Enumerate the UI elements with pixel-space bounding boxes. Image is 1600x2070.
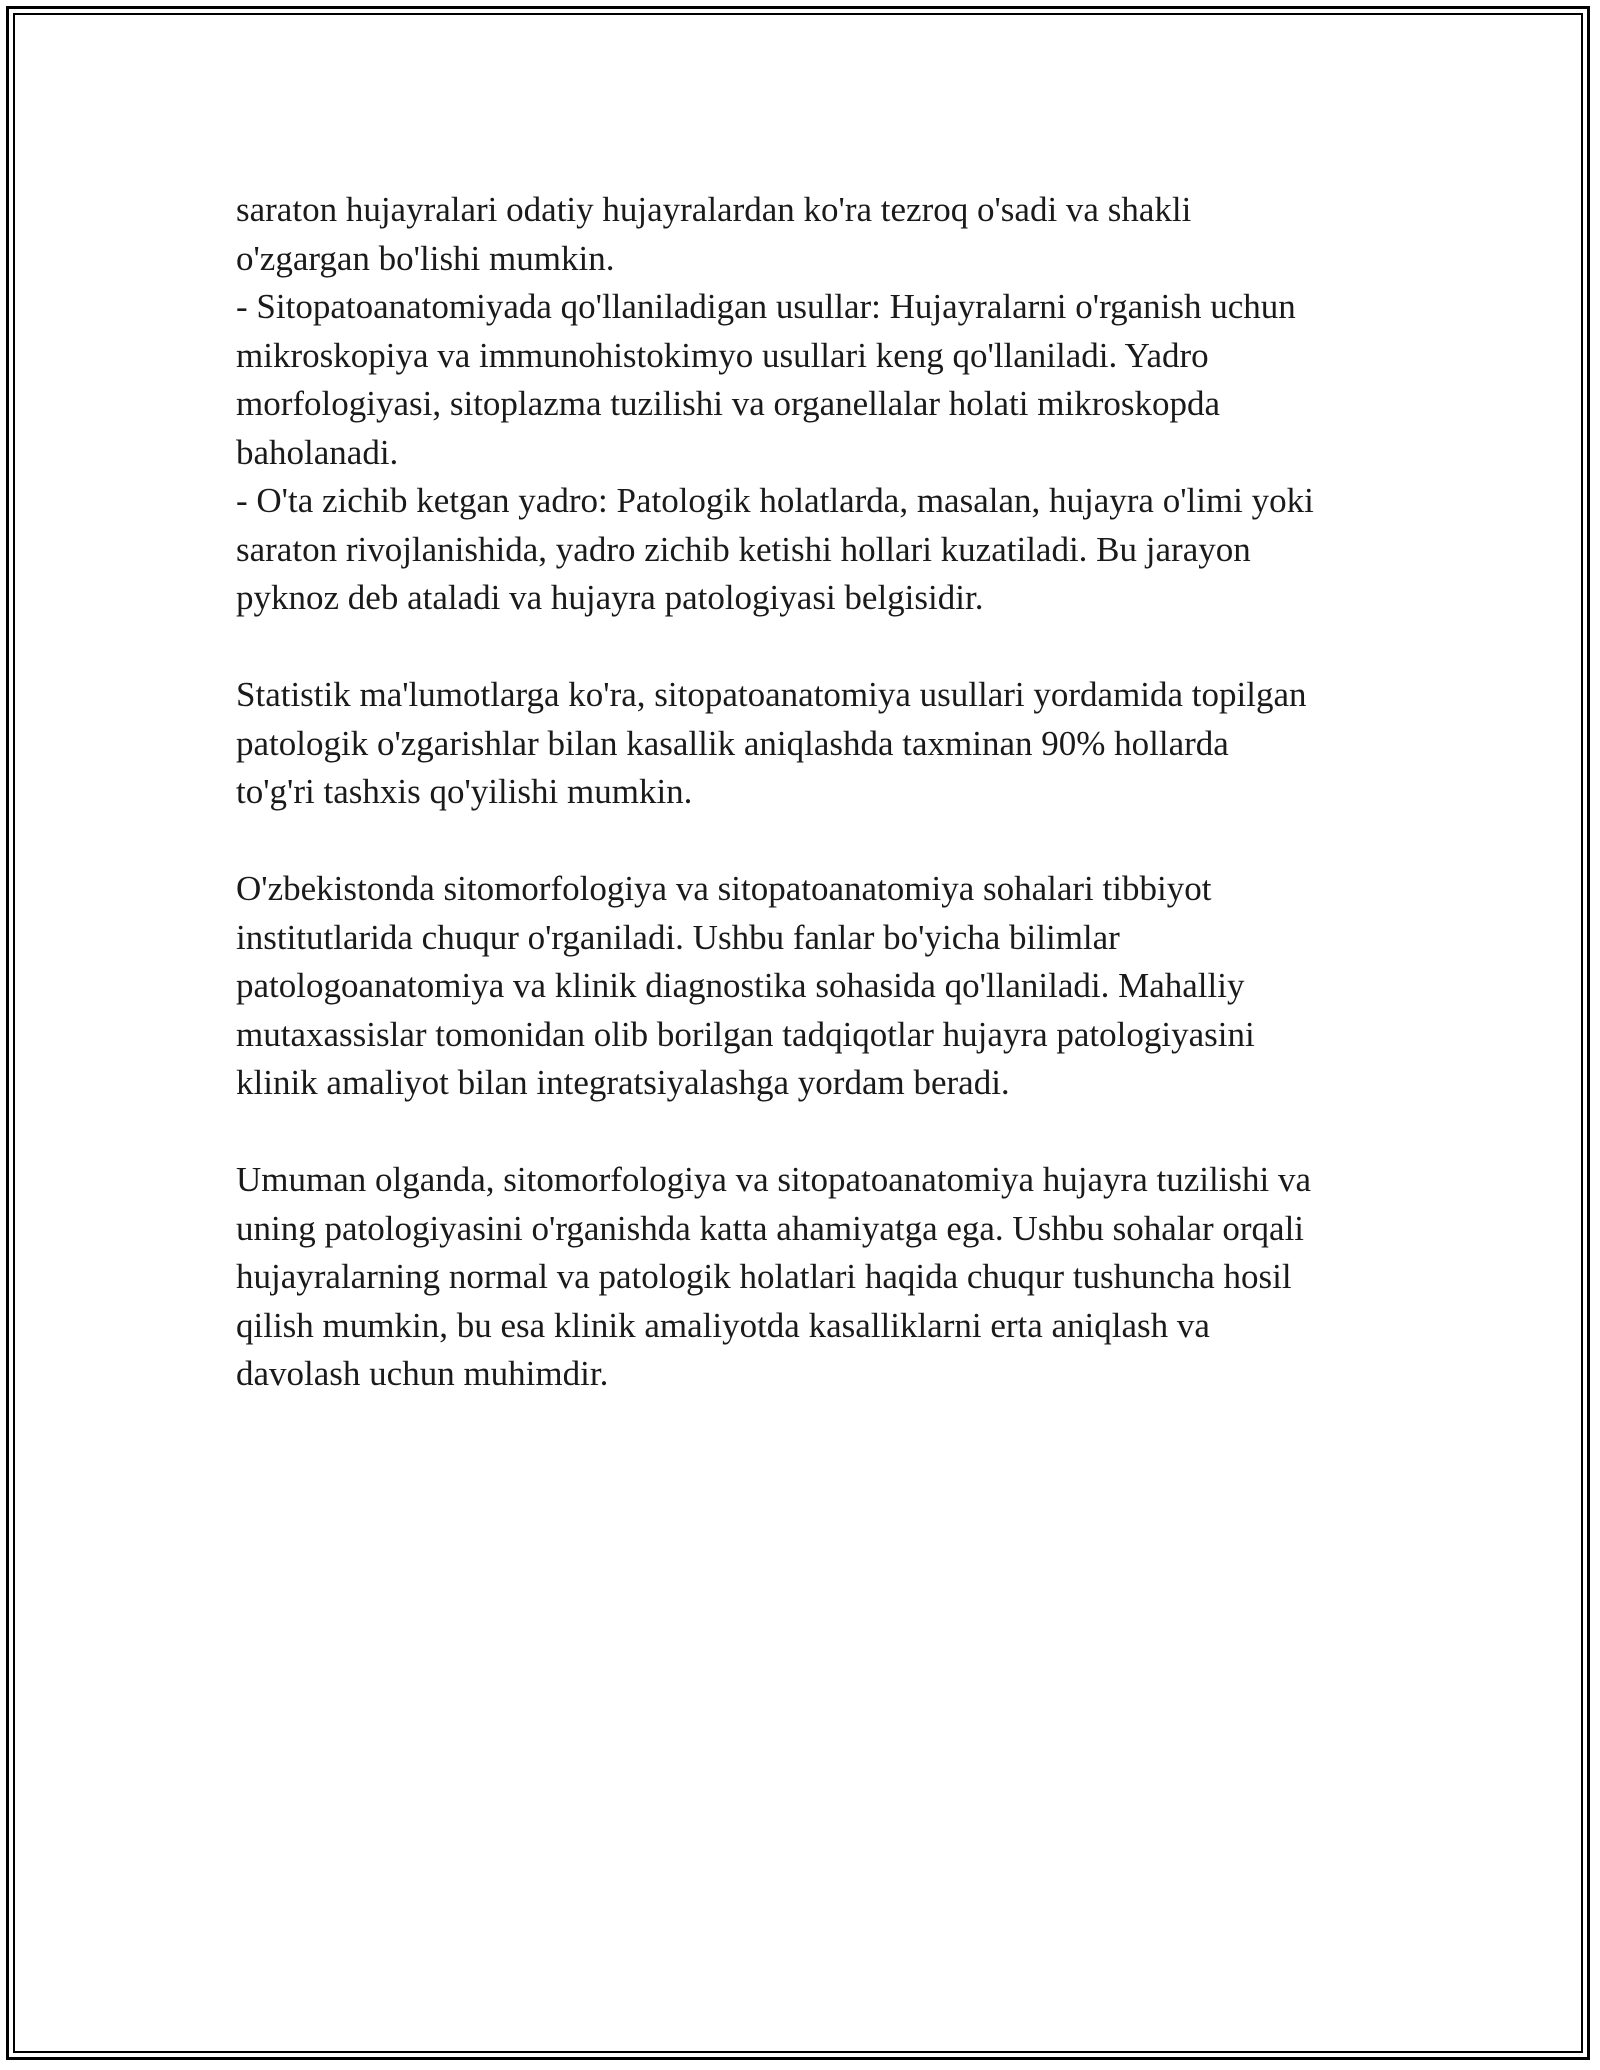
text-line: morfologiyasi, sitoplazma tuzilishi va organellalar holati mikroskopda: [236, 384, 1220, 423]
text-line: klinik amaliyot bilan integratsiyalashga yordam beradi.: [236, 1063, 1010, 1102]
text-line: Statistik ma'lumotlarga ko'ra, sitopatoanatomiya usullari yordamida topilgan: [236, 675, 1307, 714]
paragraph: [236, 1156, 1386, 1399]
text-line: - Sitopatoanatomiyada qo'llaniladigan usullar: Hujayralarni o'rganish uchun: [236, 287, 1296, 326]
text-line: o'zgargan bo'lishi mumkin.: [236, 238, 615, 278]
text-line: Umuman olganda, sitomorfologiya va sitopatoanatomiya hujayra tuzilishi va: [236, 1160, 1312, 1199]
text-line: patologoanatomiya va klinik diagnostika sohasida qo'llaniladi. Mahalliy: [236, 966, 1245, 1005]
text-line: davolash uchun muhimdir.: [236, 1354, 609, 1393]
text-line: to'g'ri tashxis qo'yilishi mumkin.: [236, 772, 693, 811]
text-line: baholanadi.: [236, 432, 399, 472]
text-line: qilish mumkin, bu esa klinik amaliyotda kasalliklarni erta aniqlash va: [236, 1305, 1210, 1345]
text-line: patologik o'zgarishlar bilan kasallik aniqlashda taxminan 90% hollarda: [236, 723, 1229, 763]
text-line: saraton rivojlanishida, yadro zichib ketishi hollari kuzatiladi. Bu jarayon: [236, 529, 1251, 569]
text-line: pyknoz deb ataladi va hujayra patologiyasi belgisidir.: [236, 578, 984, 617]
paragraph: [236, 186, 1386, 623]
paragraph: [236, 865, 1386, 1108]
text-line: uning patologiyasini o'rganishda katta ahamiyatga ega. Ushbu sohalar orqali: [236, 1208, 1305, 1248]
text-line: - O'ta zichib ketgan yadro: Patologik holatlarda, masalan, hujayra o'limi yoki: [236, 481, 1314, 520]
text-line: mutaxassislar tomonidan olib borilgan tadqiqotlar hujayra patologiyasini: [236, 1014, 1255, 1054]
text-line: saraton hujayralari odatiy hujayralardan ko'ra tezroq o'sadi va shakli: [236, 190, 1192, 229]
paragraph: [236, 671, 1386, 817]
document-body: [236, 186, 1386, 1399]
text-line: mikroskopiya va immunohistokimyo usullari keng qo'llaniladi. Yadro: [236, 335, 1209, 375]
text-line: hujayralarning normal va patologik holatlari haqida chuqur tushuncha hosil: [236, 1257, 1292, 1296]
text-line: institutlarida chuqur o'rganiladi. Ushbu fanlar bo'yicha bilimlar: [236, 917, 1120, 957]
text-line: O'zbekistonda sitomorfologiya va sitopatoanatomiya sohalari tibbiyot: [236, 869, 1212, 908]
